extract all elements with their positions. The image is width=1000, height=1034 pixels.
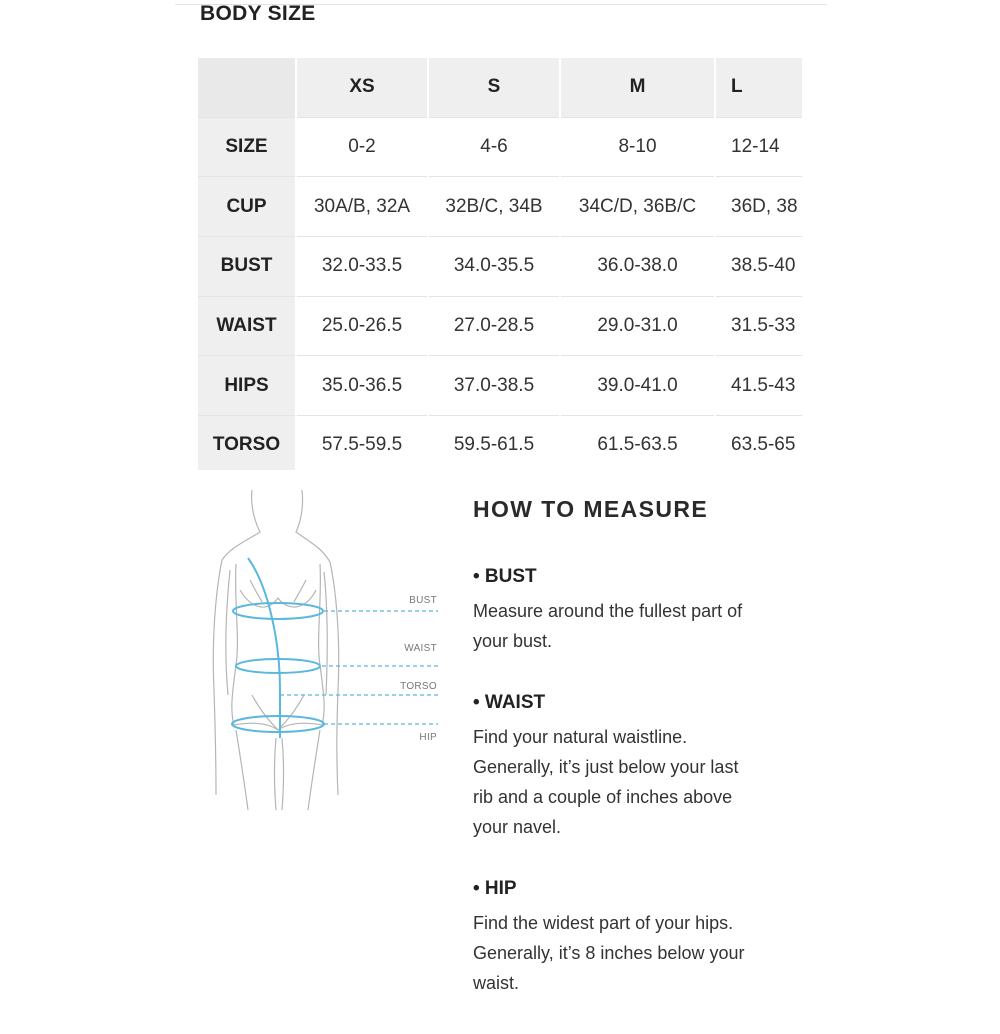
table-cell: 30A/B, 32A xyxy=(296,177,428,237)
table-row xyxy=(198,416,802,470)
table-cell: 59.5-61.5 xyxy=(428,416,560,470)
measurement-figure xyxy=(200,490,450,810)
body-illustration xyxy=(200,490,450,810)
table-cell: 0-2 xyxy=(296,117,428,177)
row-label-bust: BUST xyxy=(198,237,296,297)
size-table-container xyxy=(198,58,802,470)
size-table xyxy=(198,58,802,470)
column-header-m: M xyxy=(560,58,715,117)
page-title: BODY SIZE xyxy=(200,2,316,25)
table-cell: 57.5-59.5 xyxy=(296,416,428,470)
figure-label-hip: HIP xyxy=(419,732,437,743)
row-label-hips: HIPS xyxy=(198,356,296,416)
table-cell: 34.0-35.5 xyxy=(428,237,560,297)
table-cell: 36.0-38.0 xyxy=(560,237,715,297)
column-header-xs: XS xyxy=(296,58,428,117)
hip-instructions xyxy=(473,878,853,998)
table-cell: 36D, 38 xyxy=(715,177,802,237)
table-cell: 34C/D, 36B/C xyxy=(560,177,715,237)
bust-heading: • BUST xyxy=(473,566,537,587)
header-corner xyxy=(198,58,296,117)
table-header-row xyxy=(198,58,802,117)
waist-text: Find your natural waistline. Generally, it’s just below your last rib and a couple of inches above your navel. xyxy=(473,727,739,837)
table-cell: 39.0-41.0 xyxy=(560,356,715,416)
table-cell: 12-14 xyxy=(715,117,802,177)
waist-heading: • WAIST xyxy=(473,692,546,713)
table-cell: 27.0-28.5 xyxy=(428,296,560,356)
how-to-measure-heading: HOW TO MEASURE xyxy=(473,496,709,522)
table-cell: 25.0-26.5 xyxy=(296,296,428,356)
row-label-waist: WAIST xyxy=(198,296,296,356)
row-label-cup: CUP xyxy=(198,177,296,237)
figure-label-torso: TORSO xyxy=(400,681,437,692)
bust-text: Measure around the fullest part of your bust. xyxy=(473,601,743,651)
table-cell: 35.0-36.5 xyxy=(296,356,428,416)
table-row xyxy=(198,177,802,237)
column-header-s: S xyxy=(428,58,560,117)
hip-text: Find the widest part of your hips. Generally, it’s 8 inches below your waist. xyxy=(473,913,745,993)
body-outline xyxy=(213,490,338,810)
figure-label-bust: BUST xyxy=(409,595,437,606)
bust-instructions xyxy=(473,566,853,656)
waist-instructions xyxy=(473,692,853,842)
figure-label-waist: WAIST xyxy=(404,643,437,654)
table-cell: 4-6 xyxy=(428,117,560,177)
column-header-l: L xyxy=(715,58,802,117)
hip-heading: • HIP xyxy=(473,878,517,899)
row-label-size: SIZE xyxy=(198,117,296,177)
row-label-torso: TORSO xyxy=(198,416,296,470)
table-cell: 37.0-38.5 xyxy=(428,356,560,416)
how-to-measure-panel xyxy=(473,496,853,1034)
table-row xyxy=(198,296,802,356)
table-cell: 8-10 xyxy=(560,117,715,177)
table-row xyxy=(198,356,802,416)
table-cell: 38.5-40 xyxy=(715,237,802,297)
measure-lines xyxy=(232,558,324,738)
measure-leaders xyxy=(280,611,438,724)
table-cell: 61.5-63.5 xyxy=(560,416,715,470)
table-cell: 41.5-43 xyxy=(715,356,802,416)
table-row xyxy=(198,237,802,297)
table-cell: 63.5-65 xyxy=(715,416,802,470)
table-cell: 31.5-33 xyxy=(715,296,802,356)
table-cell: 29.0-31.0 xyxy=(560,296,715,356)
table-cell: 32.0-33.5 xyxy=(296,237,428,297)
table-row xyxy=(198,117,802,177)
table-cell: 32B/C, 34B xyxy=(428,177,560,237)
